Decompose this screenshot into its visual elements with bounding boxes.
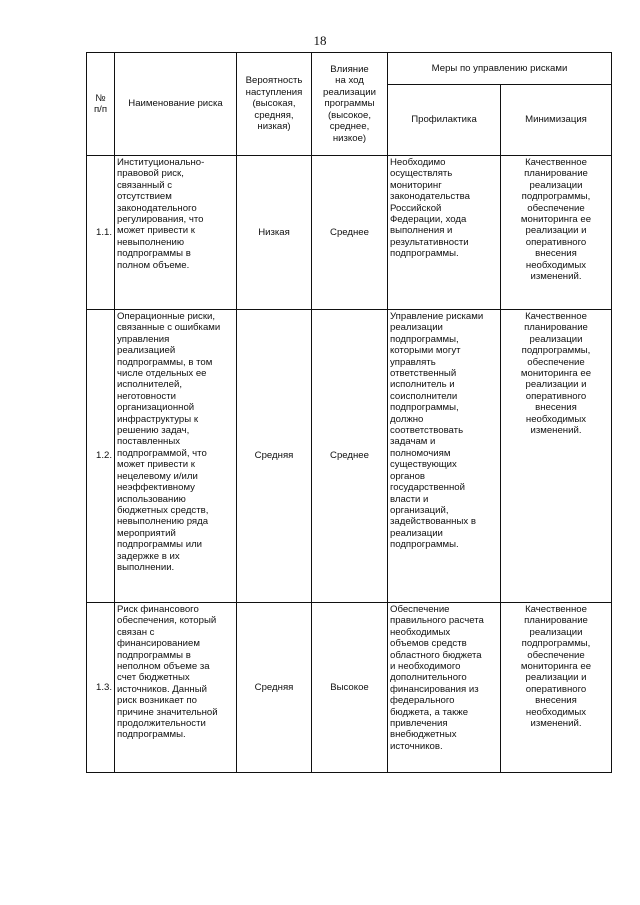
header-measures: Меры по управлению рисками <box>388 53 612 85</box>
probability-value: Низкая <box>237 156 312 310</box>
risk-name: Операционные риски, связанные с ошибками управления реализацией подпрограммы, в том числе отдельных ее исполнителей, неготовности организационной инфраструктуры к решению задач, поставленных подпрограммой, что может привести к нецелевому и/или неэффективному использованию бюджетных средств, невыполнению ряда мероприятий подпрограммы или задержке в их выполнении. <box>115 310 237 603</box>
header-prevention: Профилактика <box>388 85 501 156</box>
minimization-measures: Качественное планирование реализации подпрограммы, обеспечение мониторинга ее реализации и оперативного внесения необходимых изменений. <box>501 156 612 310</box>
row-number: 1.3. <box>87 603 115 773</box>
prevention-measures: Обеспечение правильного расчета необходимых объемов средств областного бюджета и необходимого дополнительного финансирования из федерального бюджета, а также привлечения внебюджетных источников. <box>388 603 501 773</box>
probability-value: Средняя <box>237 603 312 773</box>
header-risk-name: Наименование риска <box>115 53 237 156</box>
table-row <box>87 156 612 310</box>
prevention-measures: Необходимо осуществлять мониторинг законодательства Российской Федерации, хода выполнения и результативности подпрограммы. <box>388 156 501 310</box>
probability-value: Средняя <box>237 310 312 603</box>
impact-value: Среднее <box>312 156 388 310</box>
minimization-measures: Качественное планирование реализации подпрограммы, обеспечение мониторинга ее реализации и оперативного внесения необходимых изменений. <box>501 603 612 773</box>
risk-name: Риск финансового обеспечения, который связан с финансированием подпрограммы в неполном объеме за счет бюджетных источников. Данный риск возникает по причине значительной продолжительности подпрограммы. <box>115 603 237 773</box>
header-minimization: Минимизация <box>501 85 612 156</box>
header-probability: Вероятность наступления (высокая, средняя, низкая) <box>237 53 312 156</box>
page-number: 18 <box>313 33 327 48</box>
row-number: 1.1. <box>87 156 115 310</box>
impact-value: Высокое <box>312 603 388 773</box>
prevention-measures: Управление рисками реализации подпрограммы, которыми могут управлять ответственный исполнитель и соисполнители подпрограммы, должно соответствовать задачам и полномочиям существующих органов государственной власти и организаций, задействованных в реализации подпрограммы. <box>388 310 501 603</box>
header-impact: Влияние на ход реализации программы (высокое, среднее, низкое) <box>312 53 388 156</box>
header-num: № п/п <box>87 53 115 156</box>
row-number: 1.2. <box>87 310 115 603</box>
table-row <box>87 603 612 773</box>
minimization-measures: Качественное планирование реализации подпрограммы, обеспечение мониторинга ее реализации и оперативного внесения необходимых изменений. <box>501 310 612 603</box>
table-row <box>87 310 612 603</box>
risk-name: Институционально- правовой риск, связанный с отсутствием законодательного регулирования, что может привести к невыполнению подпрограммы в полном объеме. <box>115 156 237 310</box>
risk-management-table <box>86 52 612 773</box>
impact-value: Среднее <box>312 310 388 603</box>
